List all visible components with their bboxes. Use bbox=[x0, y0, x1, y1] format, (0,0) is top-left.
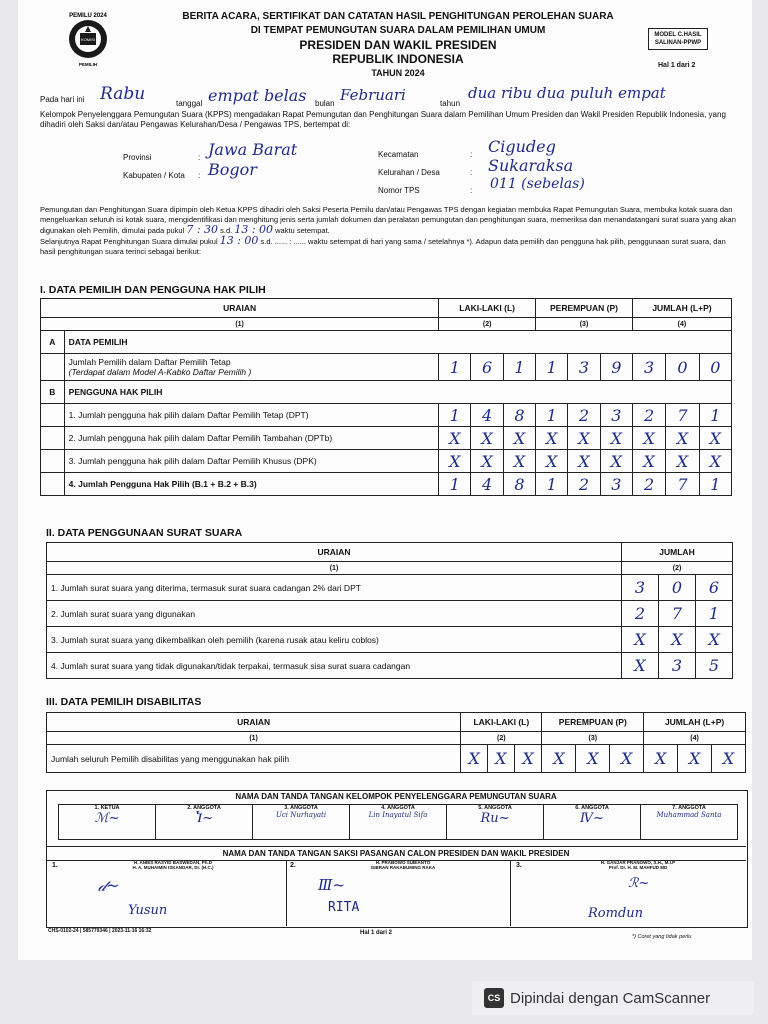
table-row: Jumlah seluruh Pemilih disabilitas yang menggunakan hak pilih X X X X X X X X X bbox=[47, 745, 746, 773]
kelurahan-value: Sukaraksa bbox=[488, 156, 574, 175]
provinsi-value: Jawa Barat bbox=[208, 140, 298, 159]
count-start-time: 13 : 00 bbox=[219, 234, 259, 247]
saksi-1-signature: 𝒹~ bbox=[98, 876, 120, 895]
kelurahan-label: Kelurahan / Desa bbox=[378, 168, 440, 177]
table-row: 1. Jumlah pengguna hak pilih dalam Daftar Pemilih Tetap (DPT) 1 4 8 1 2 3 2 7 1 bbox=[41, 404, 732, 427]
table-disabilitas: URAIAN LAKI-LAKI (L) PEREMPUAN (P) JUMLAH (L+P) (1) (2) (3) (4) Jumlah seluruh Pemilih disabilitas yang menggunakan hak pilih X X X X X X X X X bbox=[46, 712, 746, 773]
svg-text:PEMILIH: PEMILIH bbox=[78, 62, 98, 67]
data-pemilih-heading: DATA PEMILIH bbox=[64, 331, 731, 354]
header-line-2: DI TEMPAT PEMUNGUTAN SUARA DALAM PEMILIHAN UMUM bbox=[250, 25, 546, 36]
saksi-1-name: Yusun bbox=[128, 903, 168, 918]
pada-hari-label: Pada hari ini bbox=[40, 95, 85, 104]
signature-cell: 3. ANGGOTA Uci Nurhayati bbox=[253, 805, 350, 840]
header-line-5: TAHUN 2024 bbox=[371, 68, 425, 78]
tps-label: Nomor TPS bbox=[378, 186, 420, 195]
saksi-3-name: Romdun bbox=[588, 906, 644, 921]
provinsi-label: Provinsi bbox=[123, 153, 152, 162]
table-row: 4. Jumlah surat suara yang tidak digunakan/tidak terpakai, termasuk sisa surat suara cadangan X 3 5 bbox=[47, 653, 733, 679]
dpt-row-label: Jumlah Pemilih dalam Daftar Pemilih Tetap (Terdapat dalam Model A-Kabko Daftar Pemilih ) bbox=[64, 354, 439, 381]
intro-text: Kelompok Penyelenggara Pemungutan Suara (KPPS) mengadakan Rapat Pemungutan dan Penghitungan Suara dalam Pemilihan Umum Presiden dan Wakil Presiden Republik Indonesia, yang dihadiri oleh Saksi dan/atau Pengawas Kelurahan/Desa / Pengawas TPS, bertempat di: bbox=[40, 110, 726, 129]
tanggal-label: tanggal bbox=[176, 99, 203, 108]
kecamatan-value: Cigudeg bbox=[488, 137, 556, 156]
form-page: PEMILU 2024 KOMISI PEMILIH BERITA ACARA, SERTIFIKAT DAN CATATAN HASIL PENGHITUNGAN PEROLEHAN SUARA DI TEMPAT PEMUNGUTAN SUARA DALAM PEMILIHAN UMUM PRESIDEN DAN WAKIL PRESIDEN REPUBLIK INDONESIA TAHUN 2024 MODEL C.HASIL SALINAN-PPWP Hal 1 dari 2 Pada hari ini Rabu tanggal empat belas bulan Februari tahun dua ribu dua puluh empat Kelompok Penyelenggara Pemungutan Suara (KPPS) mengadakan Rapat Pemungutan dan Penghitungan Suara dalam Pemilihan Umum Presiden dan Wakil Presiden Republik Indonesia, yang dihadiri oleh Saksi dan/atau Pengawas Kelurahan/Desa / Pengawas TPS, bertempat di: Provinsi : Jawa Barat Kabupaten / Kota : Bogor Kecamatan : Cigudeg Kelurahan / Desa : Sukaraksa Nomor TPS : 011 (sebelas) Pemungutan dan Penghitungan Suara dipimpin oleh Ketua KPPS dihadiri oleh Saksi Peserta Pemilu dan/atau Pengawas TPS dengan kegiatan membuka Rapat Pemungutan Suara, membuka kotak suara dan mengeluarkan seluruh isi kotak suara, mengidentifikasi dan menghitung jenis serta jumlah dokumen dan peralatan pemungutan dan penghitungan suara, memeriksa dan menandatangani surat suara yang akan digunakan oleh Pemilih, dimulai pada pukul 7 : 30 s.d. 13 : 00 waktu setempat. Selanjutnya Rapat Penghitungan Suara dimulai pukul 13 : 00 s.d. ...... : ...... waktu setempat di hari yang sama / setelahnya *). Adapun data pemilih dan pengguna hak pilih, penggunaan surat suara, dan hasil penghitungan suara terinci sebagai berikut: I. DATA PEMILIH DAN PENGGUNA HAK PILIH URAIAN LAKI-LAKI (L) PEREMPUAN (P) JUMLAH (L+P) (1) (2) (3) (4) A DATA PEMILIH Jumlah Pemilih dalam Daftar Pemilih Tetap (Terdapat dalam Model A-Kabko Daftar Pemilih ) 1 6 1 1 3 9 3 0 0 B PENGGUNA HAK PILIH 1. Jumlah pengguna hak pilih dalam Daftar Pemilih Tetap (DPT) 1 4 8 1 2 3 2 7 1 2. Jumlah pengguna hak pilih dalam Daftar Pemilih Tambahan (DPTb) X X X X X X X X X 3. Jumlah pengguna hak pilih dalam Daftar Pemilih Khusus (DPK) X X X X X X X X X 4. Jumlah Pengguna Hak Pilih (B.1 + B.2 + B.3) 1 4 8 1 2 3 2 7 1 II. DATA PENGGUNAAN SURAT SUARA URAIAN JUMLAH (1) (2) 1. Jumlah surat suara yang diterima, termasuk surat suara cadangan 2% dari DPT 3 0 6 2. Jumlah surat suara yang digunakan 2 7 1 3. Jumlah surat suara yang dikembalikan oleh pemilih (karena rusak atau keliru coblos) X X X 4. Jumlah surat suara yang tidak digunakan/tidak terpakai, termasuk sisa surat suara cadangan X 3 5 III. DATA PEMILIH DISABILITAS URAIAN LAKI-LAKI (L) PEREMPUAN (P) JUMLAH (L+P) (1) (2) (3) (4) Jumlah seluruh Pemilih disabilitas yang menggunakan hak pilih X X X X X X X X X NAMA DAN TANDA TANGAN KELOMPOK PENYELENGGARA PEMUNGUTAN SUARA 1. KETUA ℳ~ 2. ANGGOTA Ⴈ~ 3. ANGGOTA Uci Nurhayati 4. ANGGOTA Lin Inayatul Sifa 5. ANGGOTA Ru~ 6. ANGGOTA Ⅳ~ 7. ANGGOTA Muhammad Santa NAMA DAN TANDA TANGAN SAKSI PASANGAN CALON PRESIDEN DAN WAKIL PRESIDEN 1. H. ANIES RASYID BASWEDAN, Ph.D H. A. MUHAIMIN ISKANDAR, Dr. (H.C.) 𝒹~ Yusun 2. H. PRABOWO SUBIANTO GIBRAN RAKABUMING RAKA Ⅲ~ RITA 3. H. GANJAR PRANOWO, S.H., M.I.P Prof. Dr. H. M. MAHFUD MD ℛ~ Romdun CHS-0102-24 | 585779346 | 2023-11-16 16:32 Hal 1 dari 2 *) Coret yang tidak perlu bbox=[18, 0, 752, 960]
form-header bbox=[148, 10, 648, 80]
section-2-title: II. DATA PENGGUNAAN SURAT SUARA bbox=[46, 527, 243, 539]
signature-cell: 2. ANGGOTA Ⴈ~ bbox=[156, 805, 253, 840]
footer-note: *) Coret yang tidak perlu bbox=[632, 934, 692, 940]
camscanner-icon: CS bbox=[484, 988, 504, 1008]
table-surat-suara: URAIAN JUMLAH (1) (2) 1. Jumlah surat suara yang diterima, termasuk surat suara cadangan 2% dari DPT 3 0 6 2. Jumlah surat suara yang digunakan 2 7 1 3. Jumlah surat suara yang dikembalikan oleh pemilih (karena rusak atau keliru coblos) X X X 4. Jumlah surat suara yang tidak digunakan/tidak terpakai, termasuk sisa surat suara cadangan X 3 5 bbox=[46, 542, 733, 679]
saksi-3-signature: ℛ~ bbox=[628, 876, 650, 891]
kpps-title: NAMA DAN TANDA TANGAN KELOMPOK PENYELENGGARA PEMUNGUTAN SUARA bbox=[235, 792, 557, 801]
signature-cell: 7. ANGGOTA Muhammad Santa bbox=[641, 805, 738, 840]
camscanner-watermark: CS Dipindai dengan CamScanner bbox=[472, 981, 754, 1015]
bulan-label: bulan bbox=[315, 99, 335, 108]
hari-value: Rabu bbox=[100, 84, 146, 104]
header-line-4: REPUBLIK INDONESIA bbox=[332, 52, 464, 66]
model-badge: MODEL C.HASIL SALINAN-PPWP bbox=[648, 28, 708, 50]
section-3-title: III. DATA PEMILIH DISABILITAS bbox=[46, 696, 202, 708]
signature-cell: 6. ANGGOTA Ⅳ~ bbox=[544, 805, 641, 840]
table-row: 2. Jumlah pengguna hak pilih dalam Daftar Pemilih Tambahan (DPTb) X X X X X X X X X bbox=[41, 427, 732, 450]
saksi-2-signature: Ⅲ~ bbox=[318, 876, 346, 894]
kecamatan-label: Kecamatan bbox=[378, 150, 419, 159]
footer-page: Hal 1 dari 2 bbox=[360, 930, 393, 936]
table-pemilih: URAIAN LAKI-LAKI (L) PEREMPUAN (P) JUMLAH (L+P) (1) (2) (3) (4) A DATA PEMILIH Jumlah Pemilih dalam Daftar Pemilih Tetap (Terdapat dalam Model A-Kabko Daftar Pemilih ) 1 6 1 1 3 9 3 0 0 B PENGGUNA HAK PILIH 1. Jumlah pengguna hak pilih dalam Daftar Pemilih Tetap (DPT) 1 4 8 1 2 3 2 7 1 2. Jumlah pengguna hak pilih dalam Daftar Pemilih Tambahan (DPTb) X X X X X X X X X 3. Jumlah pengguna hak pilih dalam Daftar Pemilih Khusus (DPK) X X X X X X X X X 4. Jumlah Pengguna Hak Pilih (B.1 + B.2 + B.3) 1 4 8 1 2 3 2 7 1 bbox=[40, 298, 732, 496]
candidate-1: H. ANIES RASYID BASWEDAN, Ph.D H. A. MUHAIMIN ISKANDAR, Dr. (H.C.) bbox=[132, 860, 214, 870]
signature-cell: 5. ANGGOTA Ru~ bbox=[447, 805, 544, 840]
candidate-3: H. GANJAR PRANOWO, S.H., M.I.P Prof. Dr. H. M. MAHFUD MD bbox=[600, 860, 676, 870]
table-row: 2. Jumlah surat suara yang digunakan 2 7 1 bbox=[47, 601, 733, 627]
kpu-logo-icon bbox=[58, 8, 118, 68]
svg-text:KOMISI: KOMISI bbox=[80, 37, 96, 42]
pengguna-heading: PENGGUNA HAK PILIH bbox=[64, 381, 731, 404]
tahun-label: tahun bbox=[440, 99, 461, 108]
procedure-text: Pemungutan dan Penghitungan Suara dipimpin oleh Ketua KPPS dihadiri oleh Saksi Peserta Pemilu dan/atau Pengawas TPS dengan kegiatan membuka Rapat Pemungutan Suara, membuka kotak suara dan mengeluarkan seluruh isi kotak suara, mengidentifikasi dan menghitung jenis serta jumlah dokumen dan peralatan pemungutan dan penghitungan suara, memeriksa dan menandatangani surat suara yang akan digunakan oleh Pemilih, dimulai pada pukul 7 : 30 s.d. 13 : 00 waktu setempat. Selanjutnya Rapat Penghitungan Suara dimulai pukul 13 : 00 s.d. ...... : ...... waktu setempat di hari yang sama / setelahnya *). Adapun data pemilih dan pengguna hak pilih, penggunaan surat suara, dan hasil penghitungan suara terinci sebagai berikut: bbox=[40, 205, 736, 256]
kpps-signature-table bbox=[58, 804, 738, 840]
saksi-2-name: RITA bbox=[328, 900, 360, 915]
header-line-1: BERITA ACARA, SERTIFIKAT DAN CATATAN HASIL PENGHITUNGAN PEROLEHAN SUARA bbox=[182, 11, 614, 22]
end-time: 13 : 00 bbox=[234, 223, 274, 236]
saksi-title: NAMA DAN TANDA TANGAN SAKSI PASANGAN CALON PRESIDEN DAN WAKIL PRESIDEN bbox=[46, 846, 746, 858]
signature-cell: 4. ANGGOTA Lin Inayatul Sifa bbox=[350, 805, 447, 840]
table-row: 3. Jumlah pengguna hak pilih dalam Daftar Pemilih Khusus (DPK) X X X X X X X X X bbox=[41, 450, 732, 473]
kabupaten-label: Kabupaten / Kota bbox=[123, 171, 185, 180]
svg-text:PEMILU 2024: PEMILU 2024 bbox=[69, 13, 107, 19]
tahun-value: dua ribu dua puluh empat bbox=[468, 84, 666, 102]
start-time: 7 : 30 bbox=[186, 223, 219, 236]
table-row: 1. Jumlah surat suara yang diterima, termasuk surat suara cadangan 2% dari DPT 3 0 6 bbox=[47, 575, 733, 601]
kabupaten-value: Bogor bbox=[208, 160, 257, 179]
page-number: Hal 1 dari 2 bbox=[658, 62, 696, 69]
candidate-2: H. PRABOWO SUBIANTO GIBRAN RAKABUMING RAKA bbox=[370, 860, 436, 870]
table-row: 4. Jumlah Pengguna Hak Pilih (B.1 + B.2 + B.3) 1 4 8 1 2 3 2 7 1 bbox=[41, 473, 732, 496]
footer-code: CHS-0102-24 | 585779346 | 2023-11-16 16:32 bbox=[48, 928, 152, 934]
signature-cell: 1. KETUA ℳ~ bbox=[59, 805, 156, 840]
section-1-title: I. DATA PEMILIH DAN PENGGUNA HAK PILIH bbox=[40, 284, 266, 296]
bulan-value: Februari bbox=[340, 86, 406, 104]
table-row: 3. Jumlah surat suara yang dikembalikan oleh pemilih (karena rusak atau keliru coblos) X X X bbox=[47, 627, 733, 653]
tps-value: 011 (sebelas) bbox=[490, 176, 585, 192]
tanggal-value: empat belas bbox=[208, 86, 307, 105]
header-line-3: PRESIDEN DAN WAKIL PRESIDEN bbox=[299, 38, 497, 52]
